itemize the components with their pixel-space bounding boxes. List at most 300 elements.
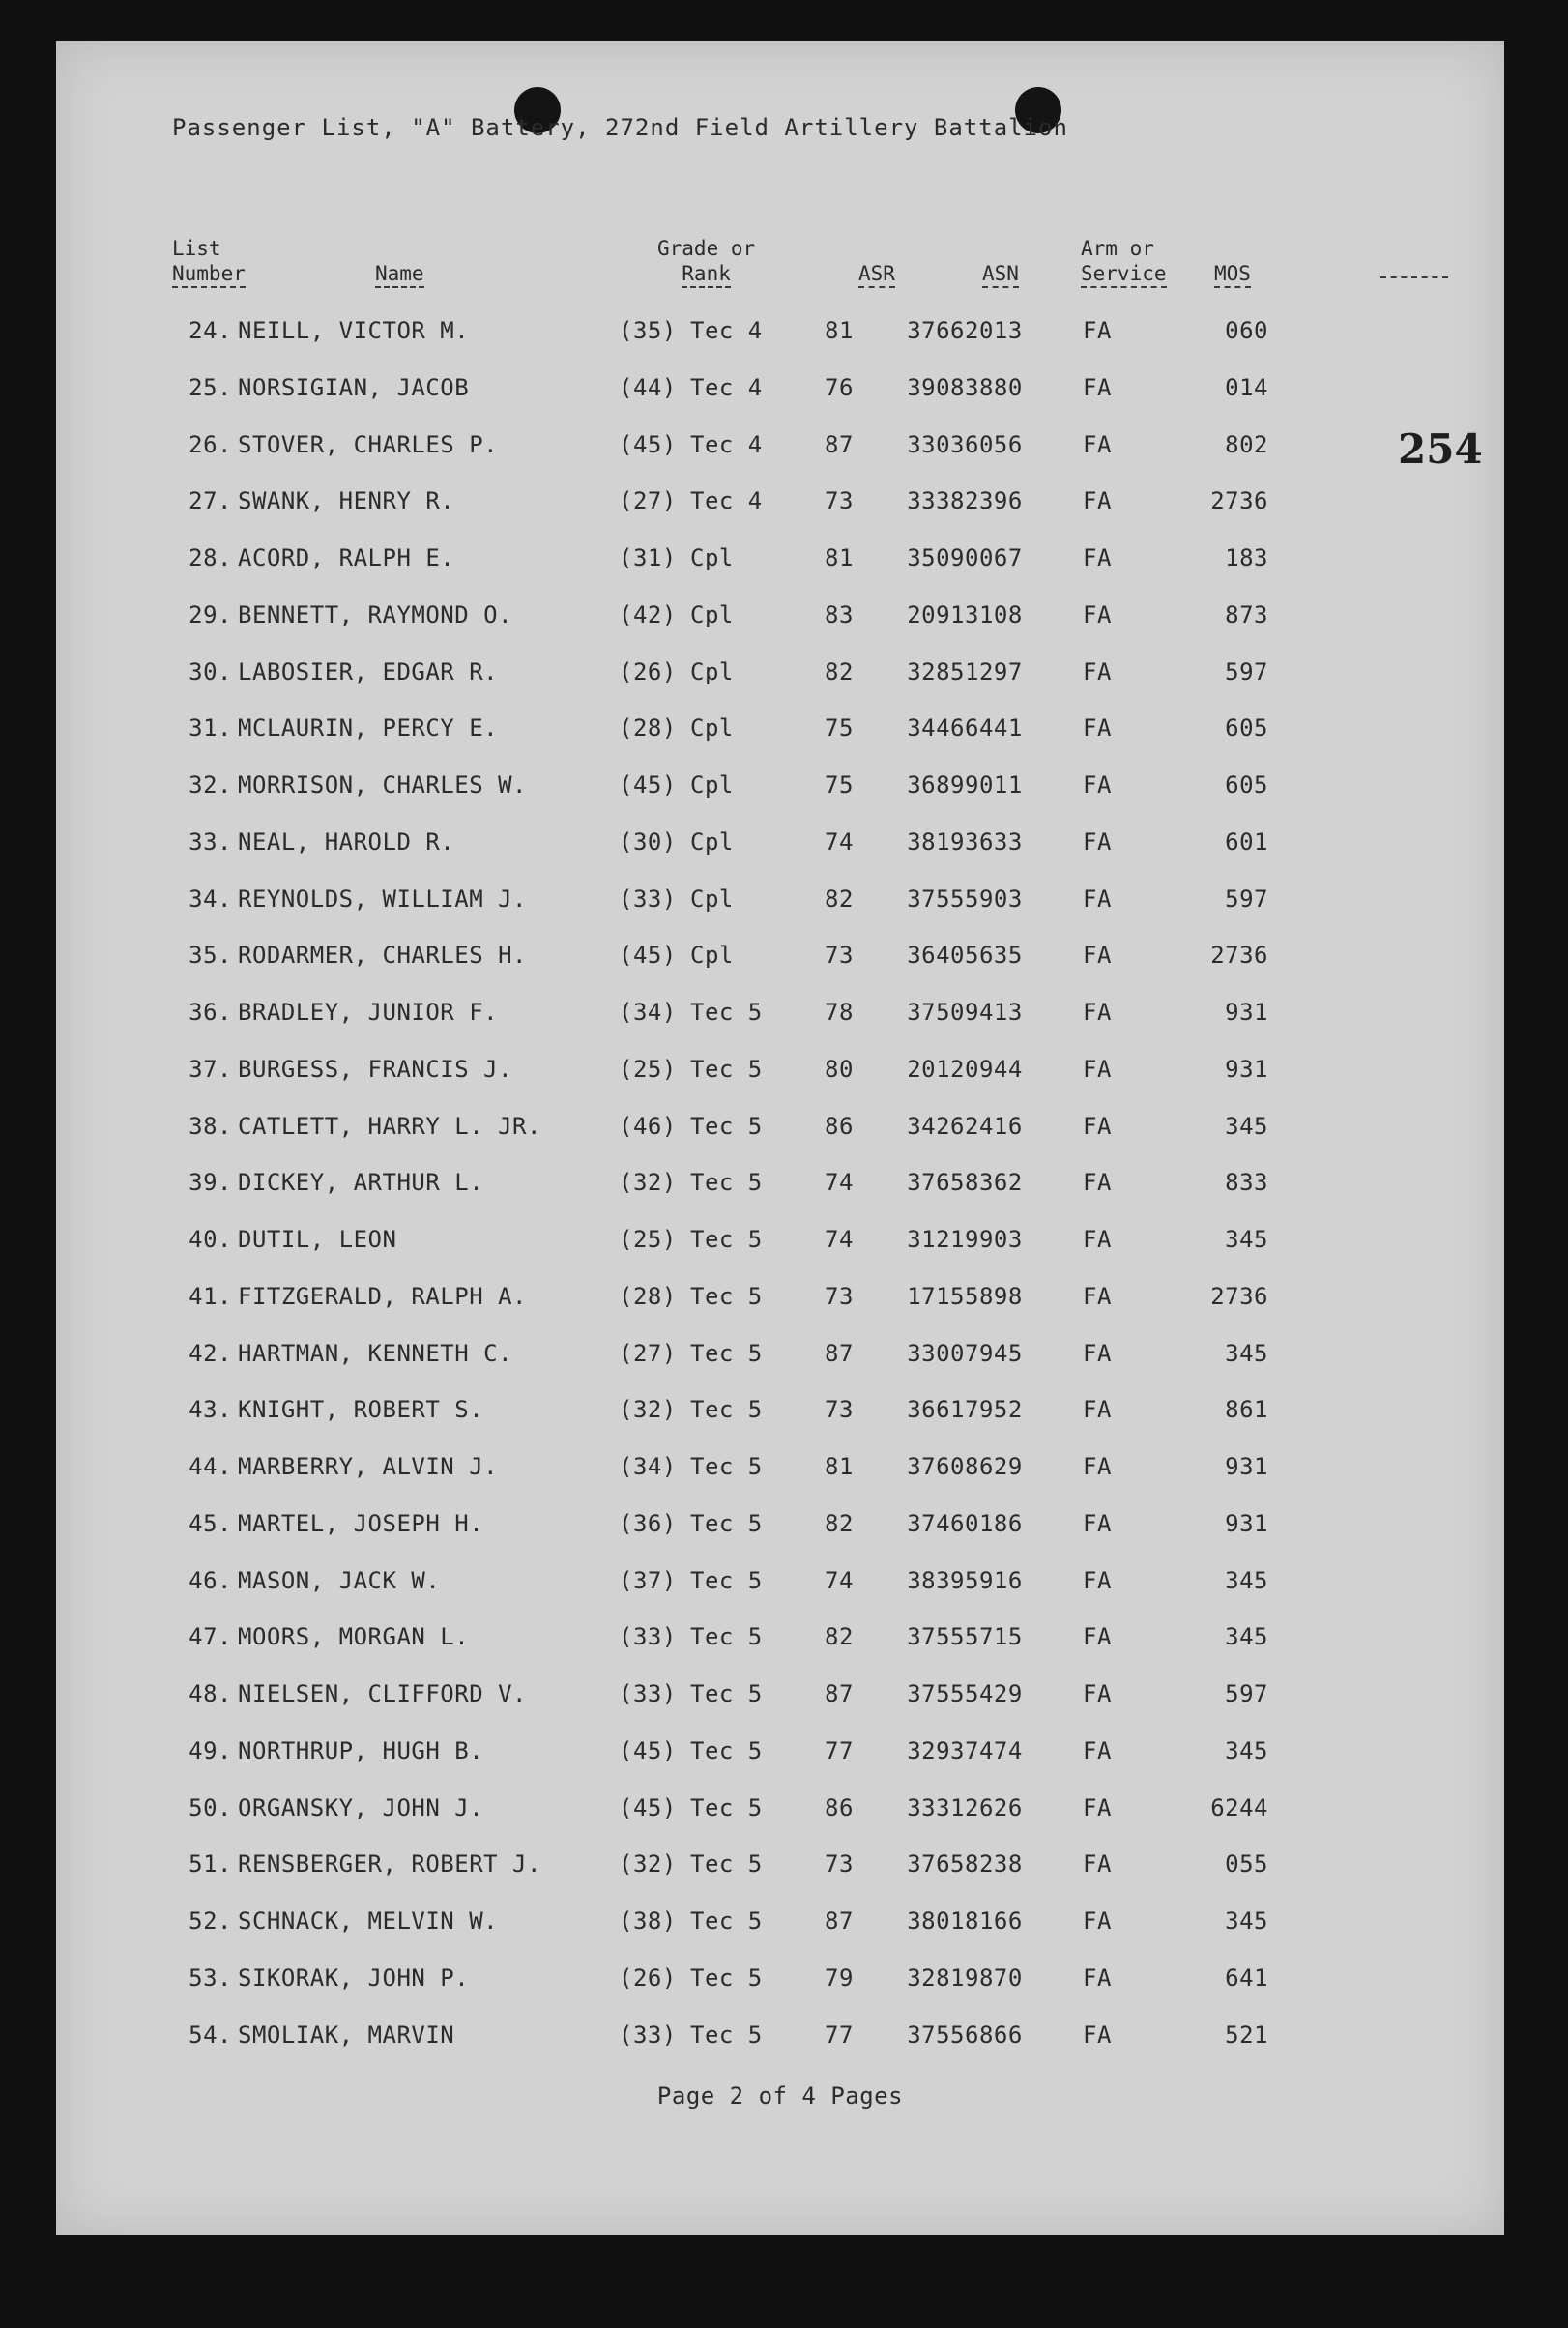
cell-asn: 34466441	[907, 714, 1023, 742]
cell-asr: 73	[825, 1282, 854, 1310]
cell-num: 46.	[189, 1566, 232, 1594]
table-row	[56, 1453, 1409, 1510]
cell-mos: 345	[1225, 1226, 1268, 1253]
cell-num: 30.	[189, 657, 232, 685]
cell-age: (28)	[619, 1282, 677, 1310]
cell-name: LABOSIER, EDGAR R.	[238, 657, 499, 685]
table-row	[56, 1510, 1409, 1567]
cell-num: 31.	[189, 714, 232, 742]
cell-rank: Tec 5	[690, 1509, 763, 1537]
cell-rank: Tec 5	[690, 1907, 763, 1935]
cell-asn: 31219903	[907, 1226, 1023, 1253]
cell-num: 35.	[189, 942, 232, 970]
cell-arm: FA	[1083, 1793, 1112, 1821]
cell-num: 45.	[189, 1509, 232, 1537]
table-row	[56, 658, 1409, 715]
cell-num: 32.	[189, 771, 232, 799]
cell-arm: FA	[1083, 600, 1112, 628]
cell-arm: FA	[1083, 1680, 1112, 1707]
cell-asn: 20120944	[907, 1055, 1023, 1083]
cell-asr: 73	[825, 1396, 854, 1424]
table-row	[56, 1169, 1409, 1226]
cell-mos: 601	[1225, 828, 1268, 856]
cell-rank: Tec 4	[690, 317, 763, 344]
cell-asn: 33382396	[907, 487, 1023, 515]
cell-mos: 055	[1225, 1850, 1268, 1878]
page-footer: Page 2 of 4 Pages	[656, 2082, 904, 2110]
cell-age: (33)	[619, 1623, 677, 1651]
cell-asn: 17155898	[907, 1282, 1023, 1310]
cell-mos: 641	[1225, 1964, 1268, 1992]
document-title: Passenger List, "A" Battery, 272nd Field Artillery Battalion	[172, 114, 1068, 141]
cell-name: RENSBERGER, ROBERT J.	[238, 1850, 541, 1878]
cell-age: (36)	[619, 1509, 677, 1537]
cell-arm: FA	[1083, 1282, 1112, 1310]
cell-asn: 37662013	[907, 317, 1023, 344]
cell-asr: 81	[825, 1453, 854, 1480]
cell-age: (27)	[619, 487, 677, 515]
cell-mos: 597	[1225, 1680, 1268, 1707]
cell-num: 43.	[189, 1396, 232, 1424]
cell-asr: 81	[825, 317, 854, 344]
cell-age: (32)	[619, 1396, 677, 1424]
table-row	[56, 1907, 1409, 1964]
cell-rank: Tec 5	[690, 2021, 763, 2049]
cell-asn: 35090067	[907, 544, 1023, 571]
header-mos-label: MOS	[1214, 262, 1251, 288]
table-row	[56, 601, 1409, 658]
cell-name: BURGESS, FRANCIS J.	[238, 1055, 513, 1083]
cell-mos: 597	[1225, 657, 1268, 685]
cell-num: 28.	[189, 544, 232, 571]
cell-rank: Tec 5	[690, 1226, 763, 1253]
cell-asr: 79	[825, 1964, 854, 1992]
cell-name: STOVER, CHARLES P.	[238, 430, 499, 458]
cell-rank: Tec 4	[690, 487, 763, 515]
header-asr-label: ASR	[858, 262, 895, 288]
cell-age: (26)	[619, 657, 677, 685]
cell-arm: FA	[1083, 1566, 1112, 1594]
cell-num: 42.	[189, 1339, 232, 1367]
cell-mos: 2736	[1210, 942, 1268, 970]
table-row	[56, 1737, 1409, 1794]
header-asn-label: ASN	[982, 262, 1019, 288]
cell-name: RODARMER, CHARLES H.	[238, 942, 527, 970]
cell-asn: 37658238	[907, 1850, 1023, 1878]
cell-asn: 37556866	[907, 2021, 1023, 2049]
table-row	[56, 1113, 1409, 1170]
cell-mos: 345	[1225, 1736, 1268, 1764]
header-arm-service	[1081, 236, 1167, 286]
cell-age: (28)	[619, 714, 677, 742]
header-name	[375, 261, 424, 286]
cell-asr: 83	[825, 600, 854, 628]
cell-age: (34)	[619, 999, 677, 1026]
cell-age: (45)	[619, 1793, 677, 1821]
cell-rank: Tec 5	[690, 1112, 763, 1140]
cell-asn: 32819870	[907, 1964, 1023, 1992]
cell-asr: 74	[825, 1226, 854, 1253]
cell-num: 26.	[189, 430, 232, 458]
cell-asn: 37460186	[907, 1509, 1023, 1537]
table-row	[56, 829, 1409, 886]
cell-asn: 39083880	[907, 373, 1023, 401]
cell-name: SMOLIAK, MARVIN	[238, 2021, 455, 2049]
header-arm-label: Arm or	[1081, 237, 1154, 260]
cell-num: 36.	[189, 999, 232, 1026]
cell-mos: 345	[1225, 1566, 1268, 1594]
cell-asr: 82	[825, 1623, 854, 1651]
table-row	[56, 1623, 1409, 1680]
cell-name: DICKEY, ARTHUR L.	[238, 1169, 484, 1197]
cell-asn: 38193633	[907, 828, 1023, 856]
cell-rank: Tec 5	[690, 1169, 763, 1197]
cell-rank: Tec 5	[690, 1736, 763, 1764]
cell-arm: FA	[1083, 1339, 1112, 1367]
cell-num: 40.	[189, 1226, 232, 1253]
cell-rank: Tec 5	[690, 999, 763, 1026]
table-row	[56, 1964, 1409, 2022]
cell-num: 24.	[189, 317, 232, 344]
cell-age: (38)	[619, 1907, 677, 1935]
cell-rank: Cpl	[690, 657, 734, 685]
table-row	[56, 431, 1409, 488]
cell-age: (45)	[619, 771, 677, 799]
cell-age: (42)	[619, 600, 677, 628]
cell-age: (33)	[619, 2021, 677, 2049]
cell-num: 41.	[189, 1282, 232, 1310]
table-row	[56, 544, 1409, 601]
cell-asn: 38018166	[907, 1907, 1023, 1935]
header-service-label: Service	[1081, 262, 1167, 288]
cell-name: SWANK, HENRY R.	[238, 487, 455, 515]
cell-rank: Cpl	[690, 544, 734, 571]
cell-num: 33.	[189, 828, 232, 856]
cell-asr: 87	[825, 1907, 854, 1935]
table-row	[56, 1340, 1409, 1397]
cell-name: NEILL, VICTOR M.	[238, 317, 470, 344]
cell-arm: FA	[1083, 1907, 1112, 1935]
cell-age: (45)	[619, 1736, 677, 1764]
cell-asn: 33312626	[907, 1793, 1023, 1821]
cell-arm: FA	[1083, 999, 1112, 1026]
cell-rank: Cpl	[690, 828, 734, 856]
cell-num: 29.	[189, 600, 232, 628]
cell-mos: 833	[1225, 1169, 1268, 1197]
cell-rank: Tec 5	[690, 1566, 763, 1594]
cell-name: NEAL, HAROLD R.	[238, 828, 455, 856]
header-asn	[982, 261, 1019, 286]
cell-name: MORRISON, CHARLES W.	[238, 771, 527, 799]
table-row	[56, 374, 1409, 431]
cell-age: (45)	[619, 942, 677, 970]
cell-age: (44)	[619, 373, 677, 401]
table-row	[56, 942, 1409, 999]
header-mos	[1214, 261, 1251, 286]
cell-asr: 73	[825, 942, 854, 970]
cell-asn: 34262416	[907, 1112, 1023, 1140]
cell-name: MCLAURIN, PERCY E.	[238, 714, 499, 742]
cell-asn: 36617952	[907, 1396, 1023, 1424]
cell-arm: FA	[1083, 1509, 1112, 1537]
cell-asr: 73	[825, 487, 854, 515]
table-row	[56, 1680, 1409, 1737]
cell-name: NORTHRUP, HUGH B.	[238, 1736, 484, 1764]
cell-arm: FA	[1083, 1169, 1112, 1197]
cell-arm: FA	[1083, 544, 1112, 571]
cell-num: 50.	[189, 1793, 232, 1821]
cell-num: 47.	[189, 1623, 232, 1651]
cell-mos: 521	[1225, 2021, 1268, 2049]
cell-num: 38.	[189, 1112, 232, 1140]
cell-asr: 81	[825, 544, 854, 571]
table-row	[56, 1850, 1409, 1907]
table-row	[56, 999, 1409, 1056]
cell-num: 52.	[189, 1907, 232, 1935]
cell-asr: 75	[825, 714, 854, 742]
cell-arm: FA	[1083, 657, 1112, 685]
margin-dash-mark	[1380, 276, 1448, 278]
cell-arm: FA	[1083, 373, 1112, 401]
cell-name: ORGANSKY, JOHN J.	[238, 1793, 484, 1821]
cell-asr: 75	[825, 771, 854, 799]
cell-arm: FA	[1083, 1964, 1112, 1992]
cell-rank: Cpl	[690, 885, 734, 913]
cell-asr: 87	[825, 1680, 854, 1707]
cell-arm: FA	[1083, 1112, 1112, 1140]
cell-asr: 87	[825, 1339, 854, 1367]
cell-rank: Tec 5	[690, 1850, 763, 1878]
cell-num: 44.	[189, 1453, 232, 1480]
header-list-number	[172, 236, 246, 286]
table-row	[56, 1056, 1409, 1113]
table-row	[56, 1567, 1409, 1624]
cell-name: NIELSEN, CLIFFORD V.	[238, 1680, 527, 1707]
cell-num: 49.	[189, 1736, 232, 1764]
cell-rank: Cpl	[690, 600, 734, 628]
cell-arm: FA	[1083, 942, 1112, 970]
header-asr	[858, 261, 895, 286]
cell-mos: 605	[1225, 714, 1268, 742]
cell-asr: 77	[825, 2021, 854, 2049]
cell-asn: 33036056	[907, 430, 1023, 458]
document-page	[56, 41, 1504, 2235]
cell-age: (35)	[619, 317, 677, 344]
cell-asn: 36405635	[907, 942, 1023, 970]
cell-mos: 060	[1225, 317, 1268, 344]
table-row	[56, 487, 1409, 544]
cell-asr: 74	[825, 828, 854, 856]
cell-asr: 82	[825, 657, 854, 685]
cell-asr: 86	[825, 1112, 854, 1140]
cell-arm: FA	[1083, 885, 1112, 913]
cell-age: (32)	[619, 1850, 677, 1878]
cell-asn: 32851297	[907, 657, 1023, 685]
cell-mos: 931	[1225, 999, 1268, 1026]
cell-arm: FA	[1083, 487, 1112, 515]
table-row	[56, 1396, 1409, 1453]
cell-mos: 2736	[1210, 1282, 1268, 1310]
cell-rank: Cpl	[690, 714, 734, 742]
cell-age: (26)	[619, 1964, 677, 1992]
table-row	[56, 1226, 1409, 1283]
cell-age: (45)	[619, 430, 677, 458]
cell-name: SIKORAK, JOHN P.	[238, 1964, 470, 1992]
cell-num: 48.	[189, 1680, 232, 1707]
header-rank-label: Rank	[682, 262, 731, 288]
cell-arm: FA	[1083, 828, 1112, 856]
cell-name: SCHNACK, MELVIN W.	[238, 1907, 499, 1935]
header-grade-label: Grade or	[657, 237, 756, 260]
cell-asr: 87	[825, 430, 854, 458]
cell-name: BENNETT, RAYMOND O.	[238, 600, 513, 628]
cell-rank: Tec 5	[690, 1055, 763, 1083]
cell-num: 34.	[189, 885, 232, 913]
cell-name: ACORD, RALPH E.	[238, 544, 455, 571]
cell-name: BRADLEY, JUNIOR F.	[238, 999, 499, 1026]
cell-num: 39.	[189, 1169, 232, 1197]
cell-age: (25)	[619, 1055, 677, 1083]
cell-age: (27)	[619, 1339, 677, 1367]
cell-arm: FA	[1083, 1736, 1112, 1764]
cell-arm: FA	[1083, 430, 1112, 458]
cell-asr: 80	[825, 1055, 854, 1083]
cell-asn: 32937474	[907, 1736, 1023, 1764]
cell-rank: Cpl	[690, 771, 734, 799]
cell-rank: Tec 5	[690, 1680, 763, 1707]
cell-name: CATLETT, HARRY L. JR.	[238, 1112, 541, 1140]
cell-rank: Tec 5	[690, 1453, 763, 1480]
cell-age: (33)	[619, 885, 677, 913]
cell-num: 37.	[189, 1055, 232, 1083]
cell-age: (32)	[619, 1169, 677, 1197]
cell-asr: 74	[825, 1566, 854, 1594]
cell-num: 51.	[189, 1850, 232, 1878]
cell-num: 53.	[189, 1964, 232, 1992]
cell-mos: 345	[1225, 1623, 1268, 1651]
cell-mos: 345	[1225, 1112, 1268, 1140]
cell-asr: 78	[825, 999, 854, 1026]
cell-asn: 37509413	[907, 999, 1023, 1026]
cell-arm: FA	[1083, 1453, 1112, 1480]
header-list-label: List	[172, 237, 221, 260]
cell-mos: 802	[1225, 430, 1268, 458]
cell-mos: 597	[1225, 885, 1268, 913]
cell-arm: FA	[1083, 771, 1112, 799]
cell-rank: Tec 5	[690, 1623, 763, 1651]
cell-age: (37)	[619, 1566, 677, 1594]
header-number-label: Number	[172, 262, 246, 288]
cell-name: MARTEL, JOSEPH H.	[238, 1509, 484, 1537]
cell-mos: 931	[1225, 1055, 1268, 1083]
cell-rank: Tec 5	[690, 1282, 763, 1310]
table-row	[56, 1794, 1409, 1851]
table-row	[56, 886, 1409, 943]
cell-arm: FA	[1083, 1623, 1112, 1651]
cell-arm: FA	[1083, 317, 1112, 344]
cell-rank: Cpl	[690, 942, 734, 970]
cell-asr: 82	[825, 885, 854, 913]
cell-arm: FA	[1083, 1055, 1112, 1083]
cell-asr: 76	[825, 373, 854, 401]
cell-asn: 37555903	[907, 885, 1023, 913]
cell-arm: FA	[1083, 1396, 1112, 1424]
cell-asn: 37555429	[907, 1680, 1023, 1707]
cell-num: 25.	[189, 373, 232, 401]
cell-asn: 33007945	[907, 1339, 1023, 1367]
cell-rank: Tec 5	[690, 1339, 763, 1367]
cell-asn: 37658362	[907, 1169, 1023, 1197]
cell-name: MASON, JACK W.	[238, 1566, 441, 1594]
cell-arm: FA	[1083, 714, 1112, 742]
cell-name: REYNOLDS, WILLIAM J.	[238, 885, 527, 913]
cell-mos: 6244	[1210, 1793, 1268, 1821]
cell-age: (31)	[619, 544, 677, 571]
cell-arm: FA	[1083, 2021, 1112, 2049]
cell-name: MOORS, MORGAN L.	[238, 1623, 470, 1651]
cell-arm: FA	[1083, 1850, 1112, 1878]
cell-rank: Tec 4	[690, 430, 763, 458]
cell-mos: 2736	[1210, 487, 1268, 515]
cell-name: MARBERRY, ALVIN J.	[238, 1453, 499, 1480]
cell-asn: 37555715	[907, 1623, 1023, 1651]
page-stamp: 254	[1398, 425, 1483, 473]
cell-mos: 873	[1225, 600, 1268, 628]
cell-arm: FA	[1083, 1226, 1112, 1253]
cell-name: HARTMAN, KENNETH C.	[238, 1339, 513, 1367]
cell-name: FITZGERALD, RALPH A.	[238, 1282, 527, 1310]
cell-mos: 931	[1225, 1509, 1268, 1537]
cell-age: (25)	[619, 1226, 677, 1253]
table-row	[56, 1283, 1409, 1340]
cell-asn: 37608629	[907, 1453, 1023, 1480]
cell-mos: 345	[1225, 1339, 1268, 1367]
cell-mos: 183	[1225, 544, 1268, 571]
cell-name: NORSIGIAN, JACOB	[238, 373, 470, 401]
cell-age: (30)	[619, 828, 677, 856]
cell-asn: 36899011	[907, 771, 1023, 799]
cell-mos: 931	[1225, 1453, 1268, 1480]
cell-asn: 20913108	[907, 600, 1023, 628]
cell-asr: 74	[825, 1169, 854, 1197]
header-name-label: Name	[375, 262, 424, 288]
cell-age: (33)	[619, 1680, 677, 1707]
cell-age: (46)	[619, 1112, 677, 1140]
cell-asr: 86	[825, 1793, 854, 1821]
cell-asr: 77	[825, 1736, 854, 1764]
cell-rank: Tec 5	[690, 1793, 763, 1821]
table-row	[56, 714, 1409, 771]
table-row	[56, 2022, 1409, 2079]
header-grade	[657, 236, 755, 286]
passenger-list	[56, 317, 1409, 2078]
cell-rank: Tec 5	[690, 1964, 763, 1992]
cell-rank: Tec 4	[690, 373, 763, 401]
cell-rank: Tec 5	[690, 1396, 763, 1424]
cell-num: 54.	[189, 2021, 232, 2049]
cell-asr: 73	[825, 1850, 854, 1878]
cell-mos: 014	[1225, 373, 1268, 401]
cell-num: 27.	[189, 487, 232, 515]
cell-mos: 605	[1225, 771, 1268, 799]
table-row	[56, 771, 1409, 829]
cell-age: (34)	[619, 1453, 677, 1480]
cell-mos: 345	[1225, 1907, 1268, 1935]
table-row	[56, 317, 1409, 374]
cell-name: DUTIL, LEON	[238, 1226, 397, 1253]
cell-asn: 38395916	[907, 1566, 1023, 1594]
cell-mos: 861	[1225, 1396, 1268, 1424]
